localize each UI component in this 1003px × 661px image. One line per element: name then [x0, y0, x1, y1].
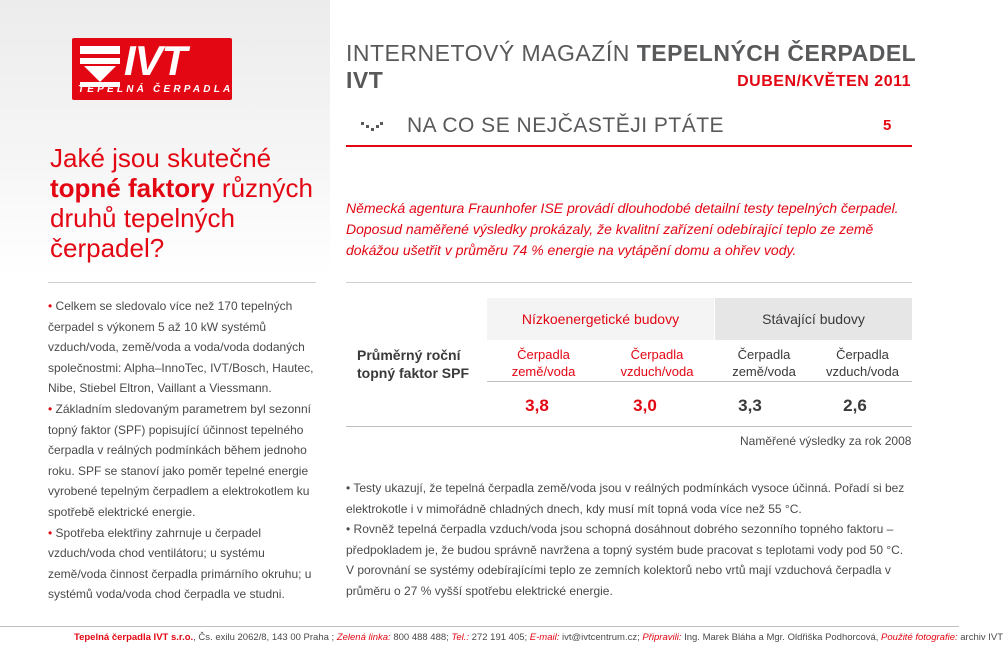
left-paragraph-text: Celkem se sledovalo více než 170 tepelných čerpadel s výkonem 5 až 10 kW systémů vzduch/voda, země/voda a voda/voda dodaných společnostmi: Alpha–InnoTec, IVT/Bosch, Hautec, Nibe, Stiebel Eltron, Vaillant a Viessmann.	[48, 299, 314, 396]
column-header-line1: Čerpadla	[517, 347, 570, 362]
spf-value: 3,0	[633, 396, 657, 415]
heading-part4: druhů tepelných	[50, 203, 236, 233]
table-bottom-line	[346, 426, 912, 427]
footer-tel: 272 191 405;	[469, 632, 530, 643]
footer-email-label: E-mail:	[529, 632, 560, 643]
footer	[74, 632, 1003, 643]
column-header-line1: Čerpadla	[737, 347, 791, 362]
table-divider	[487, 381, 912, 382]
heading-part1: Jaké jsou skutečné	[50, 143, 272, 173]
column-header	[600, 346, 714, 380]
left-paragraph-text: Základním sledovaným parametrem byl sezonní topný faktor (SPF) popisující účinnost tepelného čerpadla v reálných podmínkách během jednoho roku. SPF se stanoví jako poměr tepelné energie vyrobené tepelným čerpadlem a elektrokotlem ku spotřebě elektrické energie.	[48, 401, 311, 519]
table-note: Naměřené výsledky za rok 2008	[740, 434, 912, 448]
left-paragraph: • Základním sledovaným parametrem byl sezonní topný faktor (SPF) popisující účinnost tepelného čerpadla v reálných podmínkách během jednoho roku. SPF se stanoví jako poměr tepelné energie vyrobené tepelným čerpadlem a elektrokotlem ku spotřebě elektrické energie.	[48, 401, 311, 519]
left-divider	[48, 282, 316, 283]
page-number: 5	[883, 117, 892, 134]
section-divider	[346, 145, 912, 147]
page-heading	[50, 143, 330, 263]
left-paragraph: • Celkem se sledovalo více než 170 tepelných čerpadel s výkonem 5 až 10 kW systémů vzduch/voda, země/voda a voda/voda dodaných společnostmi: Alpha–InnoTec, IVT/Bosch, Hautec, Nibe, Stiebel Eltron, Vaillant a Viessmann.	[48, 299, 314, 396]
spf-value: 3,8	[525, 396, 549, 415]
footer-prepared-label: Připravili:	[642, 632, 682, 643]
footer-email[interactable]: ivt@ivtcentrum.cz;	[559, 632, 643, 643]
column-header-line1: Čerpadla	[630, 347, 684, 362]
column-header-line2: vzduch/voda	[826, 364, 899, 379]
right-paragraph-text: Testy ukazují, že tepelná čerpadla země/voda jsou v reálných podmínkách vysoce účinná. Pořadí si bez elektrokotle i v mimořádně chladných dnech, kdy musí mít topná voda více než 55 °C.	[346, 481, 905, 516]
row-label-line1: Průměrný roční	[357, 347, 461, 363]
heading-part3: různých	[221, 173, 313, 203]
column-header-line2: země/voda	[511, 364, 576, 379]
spf-value: 2,6	[843, 396, 867, 415]
right-paragraph: • Rovněž tepelná čerpadla vzduch/voda jsou schopná dosáhnout dobrého sezonního topného faktoru – předpokladem je, že budou správně navržena a topný systém bude pracovat s teplotami vody pod 50 °C. V porovnání se systémy odebírajícími teplo ze zemních kolektorů nebo vrtů mají vzduchová čerpadla v průměru o 27 % vyšší spotřebu elektrické energie.	[346, 522, 904, 598]
magazine-title-bold: TEPELNÝCH ČERPADEL IVT	[346, 40, 916, 93]
left-paragraph: • Spotřeba elektřiny zahrnuje u čerpadel vzduch/voda chod ventilátoru; u systému země/voda činnost čerpadla primárního okruhu; u systémů voda/voda chod čerpadla ve studni.	[48, 525, 312, 602]
right-divider	[346, 282, 912, 283]
column-header-line2: země/voda	[732, 364, 796, 379]
right-paragraph-text: Rovněž tepelná čerpadla vzduch/voda jsou schopná dosáhnout dobrého sezonního topného faktoru – předpokladem je, že budou správně navržena a topný systém bude pracovat s teplotami vody pod 50 °C. V porovnání se systémy odebírajícími teplo ze zemních kolektorů nebo vrtů mají vzduchová čerpadla v průměru o 27 % vyšší spotřebu elektrické energie.	[346, 522, 904, 598]
left-column	[48, 296, 318, 605]
heading-part5: čerpadel?	[50, 233, 165, 263]
chevron-dots-icon	[361, 120, 383, 134]
footer-hotline: 800 488 488;	[390, 632, 452, 643]
column-header	[715, 346, 813, 380]
heading-part2: topné faktory	[50, 173, 215, 203]
column-header	[487, 346, 600, 380]
row-label-line2: topný faktor SPF	[357, 365, 470, 381]
section-title: NA CO SE NEJČASTĚJI PTÁTE	[407, 114, 725, 137]
table-row-label	[357, 346, 469, 382]
footer-company: Tepelná čerpadla IVT s.r.o.	[74, 632, 194, 643]
magazine-title-light: INTERNETOVÝ MAGAZÍN	[346, 40, 630, 66]
logo-subtitle: TEPELNÁ ČERPADLA	[78, 84, 234, 95]
footer-address: , Čs. exilu 2062/8, 143 00 Praha ;	[193, 632, 337, 643]
column-header-line2: vzduch/voda	[620, 364, 694, 379]
footer-photos-label: Použité fotografie:	[881, 632, 958, 643]
spf-value: 3,3	[738, 396, 762, 415]
footer-hotline-label: Zelená linka:	[336, 632, 391, 643]
footer-tel-label: Tel.:	[451, 632, 470, 643]
column-header	[813, 346, 912, 380]
footer-divider	[0, 626, 959, 627]
left-paragraph-text: Spotřeba elektřiny zahrnuje u čerpadel vzduch/voda chod ventilátoru; u systému země/voda činnost čerpadla primárního okruhu; u systémů voda/voda chod čerpadla ve studni.	[48, 525, 312, 602]
logo-text: IVT	[124, 37, 187, 84]
lead-paragraph: Německá agentura Fraunhofer ISE provádí dlouhodobé detailní testy tepelných čerpadel. Doposud naměřené výsledky prokázaly, že kvalitní zařízení odebírající teplo ze země dokážou ušetřit v průměru 74 % energie na vytápění domu a ohřev vody.	[346, 200, 899, 258]
group-1-label: Nízkoenergetické budovy	[521, 311, 680, 327]
footer-prepared: Ing. Marek Bláha a Mgr. Oldřiška Podhorcová,	[681, 632, 882, 643]
footer-photos: archiv IVT	[957, 632, 1003, 643]
group-2-label: Stávající budovy	[762, 311, 865, 327]
ivt-logo	[72, 38, 232, 100]
right-paragraph: • Testy ukazují, že tepelná čerpadla země/voda jsou v reálných podmínkách vysoce účinná. Pořadí si bez elektrokotle i v mimořádně chladných dnech, kdy musí mít topná voda více než 55 °C.	[346, 481, 905, 516]
right-column	[346, 478, 912, 602]
column-header-line1: Čerpadla	[836, 347, 889, 362]
issue-label: DUBEN/KVĚTEN 2011	[737, 73, 911, 90]
